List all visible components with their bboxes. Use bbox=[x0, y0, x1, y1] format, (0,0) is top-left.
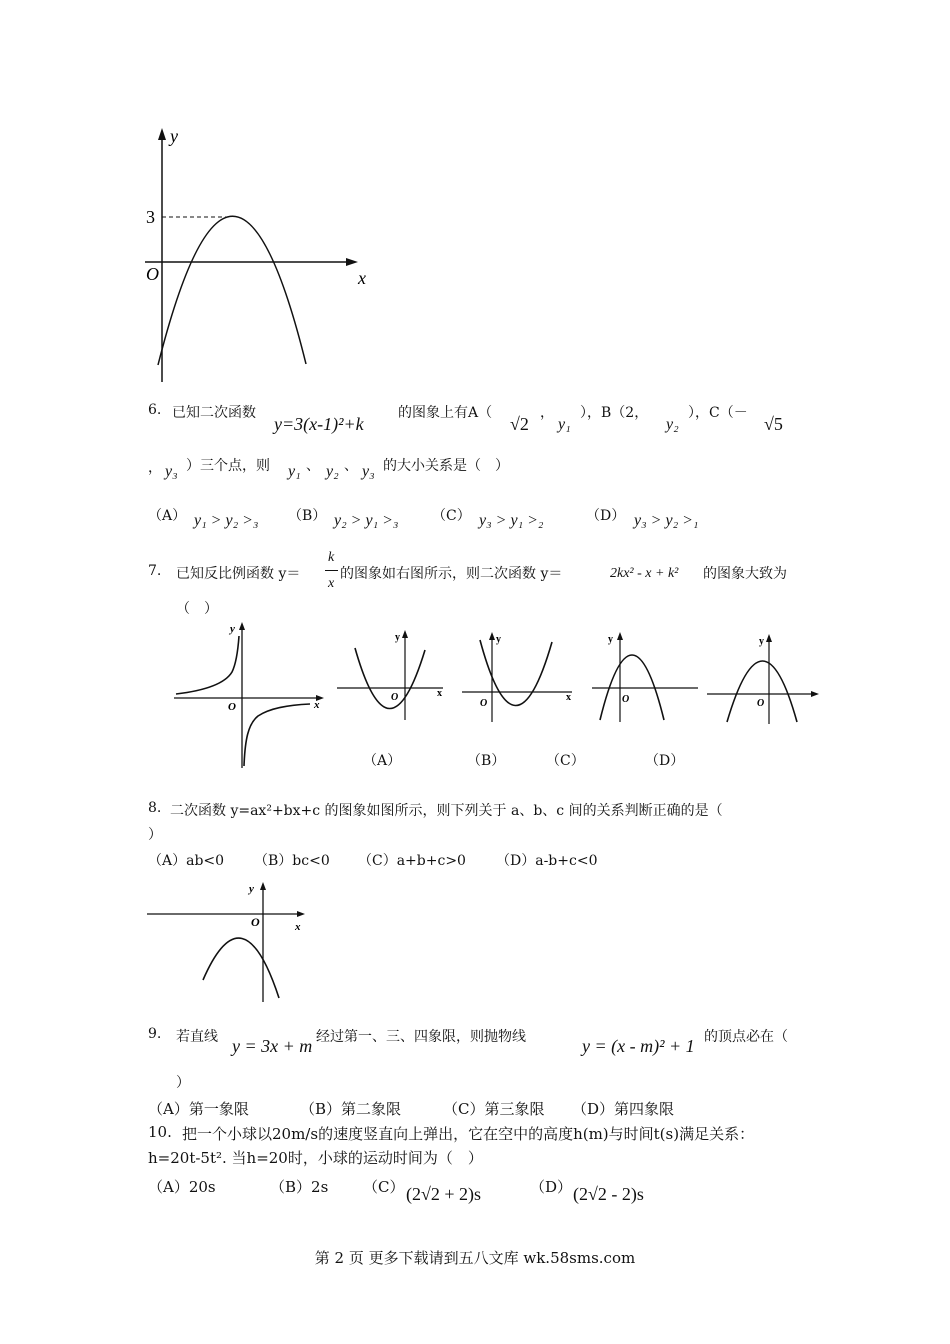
q10-line1: 把一个小球以20m/s的速度竖直向上弹出，它在空中的高度h(m)与时间t(s)满足关系： bbox=[182, 1125, 755, 1143]
q7-frac-den: x bbox=[328, 576, 335, 591]
q6-option-a-expr: y₁ > y₂ >₃ bbox=[194, 512, 259, 529]
q10-option-c-expr: (2√2 + 2)s bbox=[406, 1184, 482, 1204]
svg-text:x: x bbox=[314, 699, 320, 711]
q7-hyperbola-graph bbox=[170, 620, 330, 770]
svg-text:y: y bbox=[759, 636, 764, 647]
q7-graph-a bbox=[335, 628, 450, 723]
q6-option-d-label: （D） bbox=[586, 508, 626, 524]
svg-text:x: x bbox=[295, 921, 301, 933]
q8-text-end: ） bbox=[148, 827, 162, 843]
q8-option-b: （B）bc<0 bbox=[254, 853, 330, 869]
q6-function: y=3(x-1)²+k bbox=[274, 414, 364, 434]
svg-text:O: O bbox=[622, 694, 630, 705]
q6-point-a-x: √2 bbox=[510, 414, 529, 434]
q7-frac-bar bbox=[325, 570, 338, 571]
q8-number: 8. bbox=[148, 800, 162, 816]
q9-option-b: （B）第二象限 bbox=[300, 1100, 402, 1118]
q9-line-eq: y = 3x + m bbox=[232, 1036, 313, 1056]
svg-text:x: x bbox=[566, 692, 571, 703]
q6-point-b-y: y₂ bbox=[666, 416, 679, 433]
q6-option-b-expr: y₂ > y₁ >₃ bbox=[334, 512, 399, 529]
q6-line2-comma: ， bbox=[148, 460, 162, 476]
q6-option-c-expr: y₃ > y₁ >₂ bbox=[479, 512, 544, 529]
svg-text:y: y bbox=[249, 883, 254, 895]
q7-option-d: （D） bbox=[645, 753, 685, 769]
q6-point-a-y: y₁ bbox=[558, 416, 571, 433]
q9-option-c: （C）第三象限 bbox=[443, 1100, 545, 1118]
q8-parabola bbox=[203, 938, 279, 998]
top-parabola-figure bbox=[140, 120, 380, 390]
svg-text:y: y bbox=[608, 634, 613, 645]
q7-text-b: 的图象如右图所示，则二次函数 y＝ bbox=[340, 566, 563, 582]
svg-text:O: O bbox=[480, 698, 488, 709]
y-axis-arrow bbox=[158, 128, 166, 140]
q9-text-b: 经过第一、三、四象限，则抛物线 bbox=[316, 1029, 526, 1045]
q9-text-end: ） bbox=[176, 1075, 190, 1091]
q7-graph-d bbox=[705, 632, 820, 727]
svg-text:O: O bbox=[391, 692, 399, 703]
q6-point-c-x: √5 bbox=[764, 414, 783, 434]
q7-option-a: （A） bbox=[363, 753, 402, 769]
q6-text-d: ），C（－ bbox=[688, 405, 748, 421]
x-label: x bbox=[358, 268, 366, 288]
q7-option-b: （B） bbox=[467, 753, 506, 769]
q6-comma-a: ， bbox=[540, 405, 554, 421]
q10-option-a: （A）20s bbox=[148, 1178, 216, 1196]
q7-text-a: 已知反比例函数 y＝ bbox=[176, 566, 301, 582]
q6-option-a-label: （A） bbox=[148, 508, 187, 524]
y-label: y bbox=[170, 126, 178, 146]
q8-parabola-graph bbox=[145, 880, 315, 1005]
q7-number: 7. bbox=[148, 563, 162, 579]
q7-option-c: （C） bbox=[546, 753, 585, 769]
svg-text:y: y bbox=[395, 632, 400, 643]
q6-point-c-y: y₃ bbox=[165, 463, 178, 480]
q6-number: 6. bbox=[148, 402, 162, 418]
q6-y2: y₂ bbox=[326, 463, 339, 480]
q9-option-a: （A）第一象限 bbox=[148, 1100, 249, 1118]
q7-paren: （ ） bbox=[176, 601, 218, 617]
q6-text-e: ）三个点，则 bbox=[186, 458, 270, 474]
parabola-curve bbox=[158, 216, 306, 365]
q9-option-d: （D）第四象限 bbox=[572, 1100, 675, 1118]
q10-number: 10. bbox=[148, 1123, 172, 1141]
q7-frac-num: k bbox=[328, 550, 335, 565]
q6-sep2: 、 bbox=[344, 458, 358, 474]
q6-y1: y₁ bbox=[288, 463, 301, 480]
svg-text:O: O bbox=[228, 701, 236, 713]
q8-option-a: （A）ab<0 bbox=[148, 853, 225, 869]
q6-option-b-label: （B） bbox=[288, 508, 327, 524]
q6-sep1: 、 bbox=[306, 458, 320, 474]
q6-y3: y₃ bbox=[362, 463, 375, 480]
q6-text-f: 的大小关系是（ ） bbox=[383, 458, 509, 474]
origin-label: O bbox=[146, 264, 159, 284]
svg-text:O: O bbox=[251, 915, 260, 929]
q6-text-a: 已知二次函数 bbox=[172, 405, 256, 421]
q9-text-a: 若直线 bbox=[176, 1029, 218, 1045]
hyperbola-branch-upper bbox=[176, 636, 239, 694]
q7-function: 2kx² - x + k² bbox=[610, 566, 679, 581]
q8-option-c: （C）a+b+c>0 bbox=[358, 853, 466, 869]
q6-text-c: ），B（2， bbox=[580, 405, 649, 421]
q6-option-c-label: （C） bbox=[432, 508, 471, 524]
q9-number: 9. bbox=[148, 1026, 162, 1042]
svg-text:O: O bbox=[757, 698, 765, 709]
q9-text-c: 的顶点必在（ bbox=[704, 1029, 788, 1045]
q7-text-c: 的图象大致为 bbox=[703, 566, 787, 582]
q8-text: 二次函数 y=ax²+bx+c 的图象如图所示，则下列关于 a、b、c 间的关系判断正确的是（ bbox=[170, 803, 723, 819]
q9-parabola-eq: y = (x - m)² + 1 bbox=[582, 1036, 695, 1056]
svg-text:y: y bbox=[230, 623, 235, 635]
tick-3-label: 3 bbox=[146, 207, 155, 227]
svg-text:x: x bbox=[437, 688, 442, 699]
q8-option-d: （D）a-b+c<0 bbox=[496, 853, 598, 869]
svg-text:y: y bbox=[496, 634, 501, 645]
q7-graph-b bbox=[460, 630, 580, 725]
q10-option-b: （B）2s bbox=[270, 1178, 329, 1196]
q6-text-b: 的图象上有A（ bbox=[398, 405, 493, 421]
hyperbola-branch-lower bbox=[244, 704, 310, 766]
page-footer: 第 2 页 更多下载请到五八文库 wk.58sms.com bbox=[314, 1249, 636, 1267]
q10-line2: h=20t-5t². 当h=20时，小球的运动时间为（ ） bbox=[148, 1149, 483, 1167]
q6-option-d-expr: y₃ > y₂ >₁ bbox=[634, 512, 699, 529]
x-axis-arrow bbox=[346, 258, 358, 266]
q7-graph-c bbox=[590, 630, 705, 725]
q10-option-d-label: （D） bbox=[530, 1178, 573, 1196]
q10-option-d-expr: (2√2 - 2)s bbox=[573, 1184, 644, 1204]
q10-option-c-label: （C） bbox=[363, 1178, 405, 1196]
